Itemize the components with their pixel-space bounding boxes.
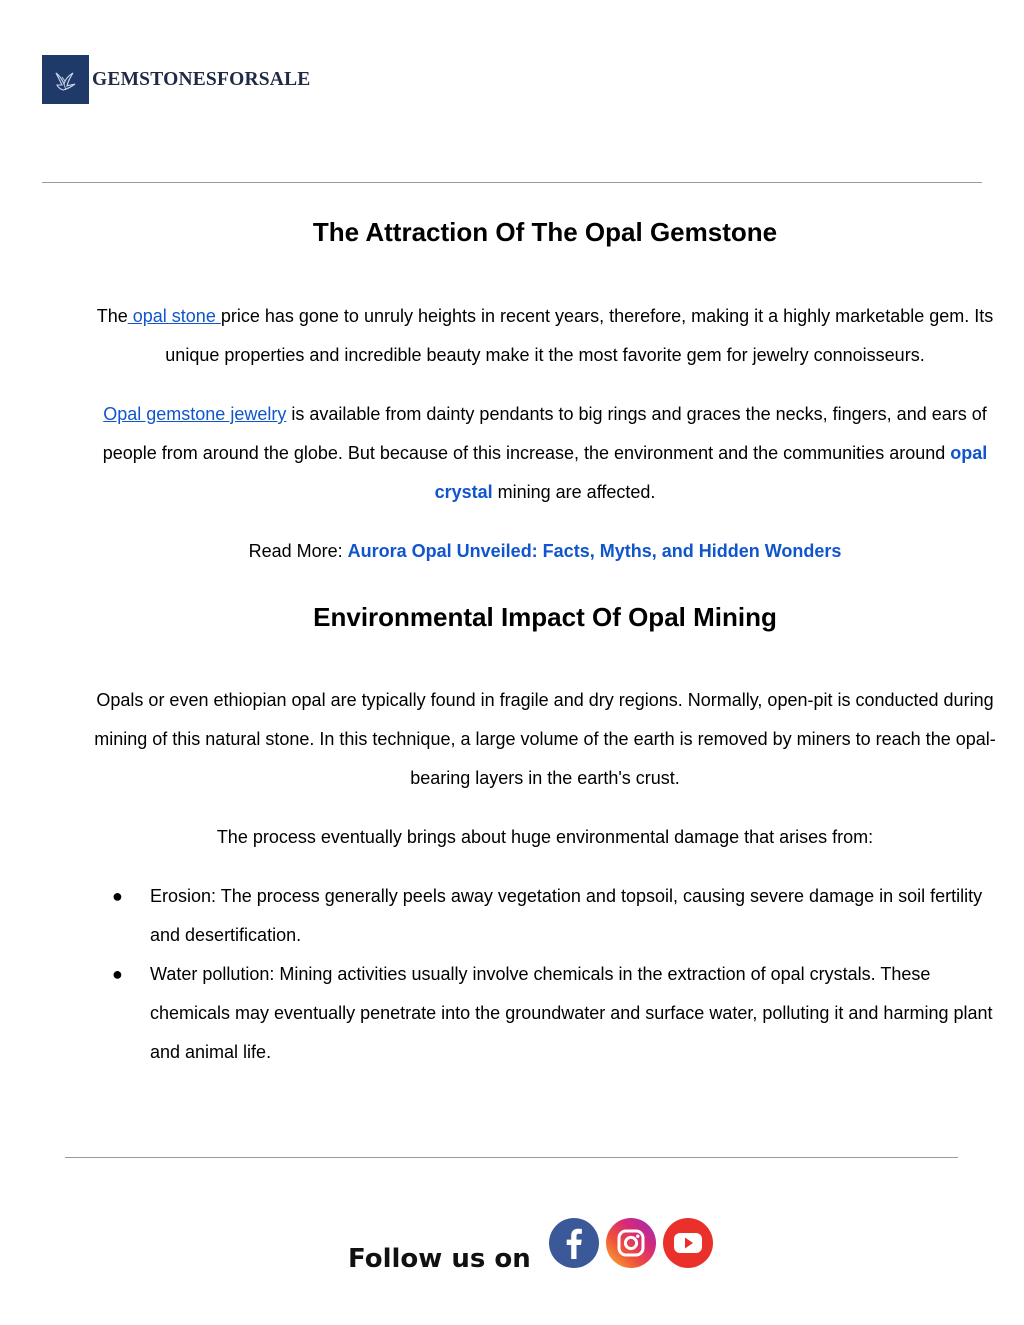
opal-crystal-link[interactable]: opal crystal — [434, 443, 988, 502]
follow-us-label: Follow us on — [348, 1244, 531, 1274]
read-more-link[interactable]: Aurora Opal Unveiled: Facts, Myths, and Hidden Wonders — [347, 541, 842, 561]
read-more-label: Read More: — [248, 541, 348, 561]
paragraph-opal-jewelry — [85, 395, 1005, 512]
paragraph-damage-intro: The process eventually brings about huge environmental damage that arises from: — [216, 827, 874, 847]
bird-logo-icon — [42, 55, 89, 104]
read-more-line — [85, 532, 1005, 571]
top-divider — [42, 182, 982, 183]
facebook-icon[interactable] — [549, 1218, 599, 1268]
section-heading-attraction: The Attraction Of The Opal Gemstone — [312, 217, 778, 247]
opal-gemstone-jewelry-link[interactable]: Opal gemstone jewelry — [103, 404, 287, 424]
logo-text: GEMSTONESFORSALE — [92, 68, 311, 90]
list-item-text: Water pollution: Mining activities usually involve chemicals in the extraction of opal crystals. These chemicals may eventually penetrate into the groundwater and surface water, polluting it and harming plant and animal life. — [150, 964, 993, 1062]
paragraph-text: price has gone to unruly heights in recent years, therefore, making it a highly marketable gem. Its unique properties and incredible beauty make it the most favorite gem for jewelry connoisseurs. — [165, 306, 994, 365]
paragraph-text: The — [96, 306, 128, 326]
bullet-icon: ● — [112, 886, 123, 906]
instagram-icon[interactable] — [606, 1218, 656, 1268]
opal-stone-link[interactable]: opal stone — [127, 306, 221, 326]
bottom-divider — [65, 1157, 958, 1158]
bullet-icon: ● — [112, 964, 123, 984]
list-item — [85, 955, 1005, 1072]
list-item-text: Erosion: The process generally peels away vegetation and topsoil, causing severe damage in soil fertility and desertification. — [150, 886, 983, 945]
follow-us-section — [348, 1218, 720, 1274]
main-content — [85, 212, 1005, 1072]
youtube-icon[interactable] — [663, 1218, 713, 1268]
paragraph-opal-stone-price — [85, 297, 1005, 375]
site-logo[interactable] — [42, 55, 310, 104]
paragraph-text: is available from dainty pendants to big rings and graces the necks, fingers, and ears of people from around the globe. But because of this increase, the environment and the communities around — [102, 404, 987, 463]
list-item — [85, 877, 1005, 955]
paragraph-text: mining are affected. — [492, 482, 656, 502]
section-heading-environmental: Environmental Impact Of Opal Mining — [313, 602, 777, 632]
damage-list — [85, 877, 1005, 1072]
paragraph-open-pit: Opals or even ethiopian opal are typically found in fragile and dry regions. Normally, open-pit is conducted during mining of this natural stone. In this technique, a large volume of the earth is removed by miners to reach the opal-bearing layers in the earth's crust. — [94, 690, 996, 788]
